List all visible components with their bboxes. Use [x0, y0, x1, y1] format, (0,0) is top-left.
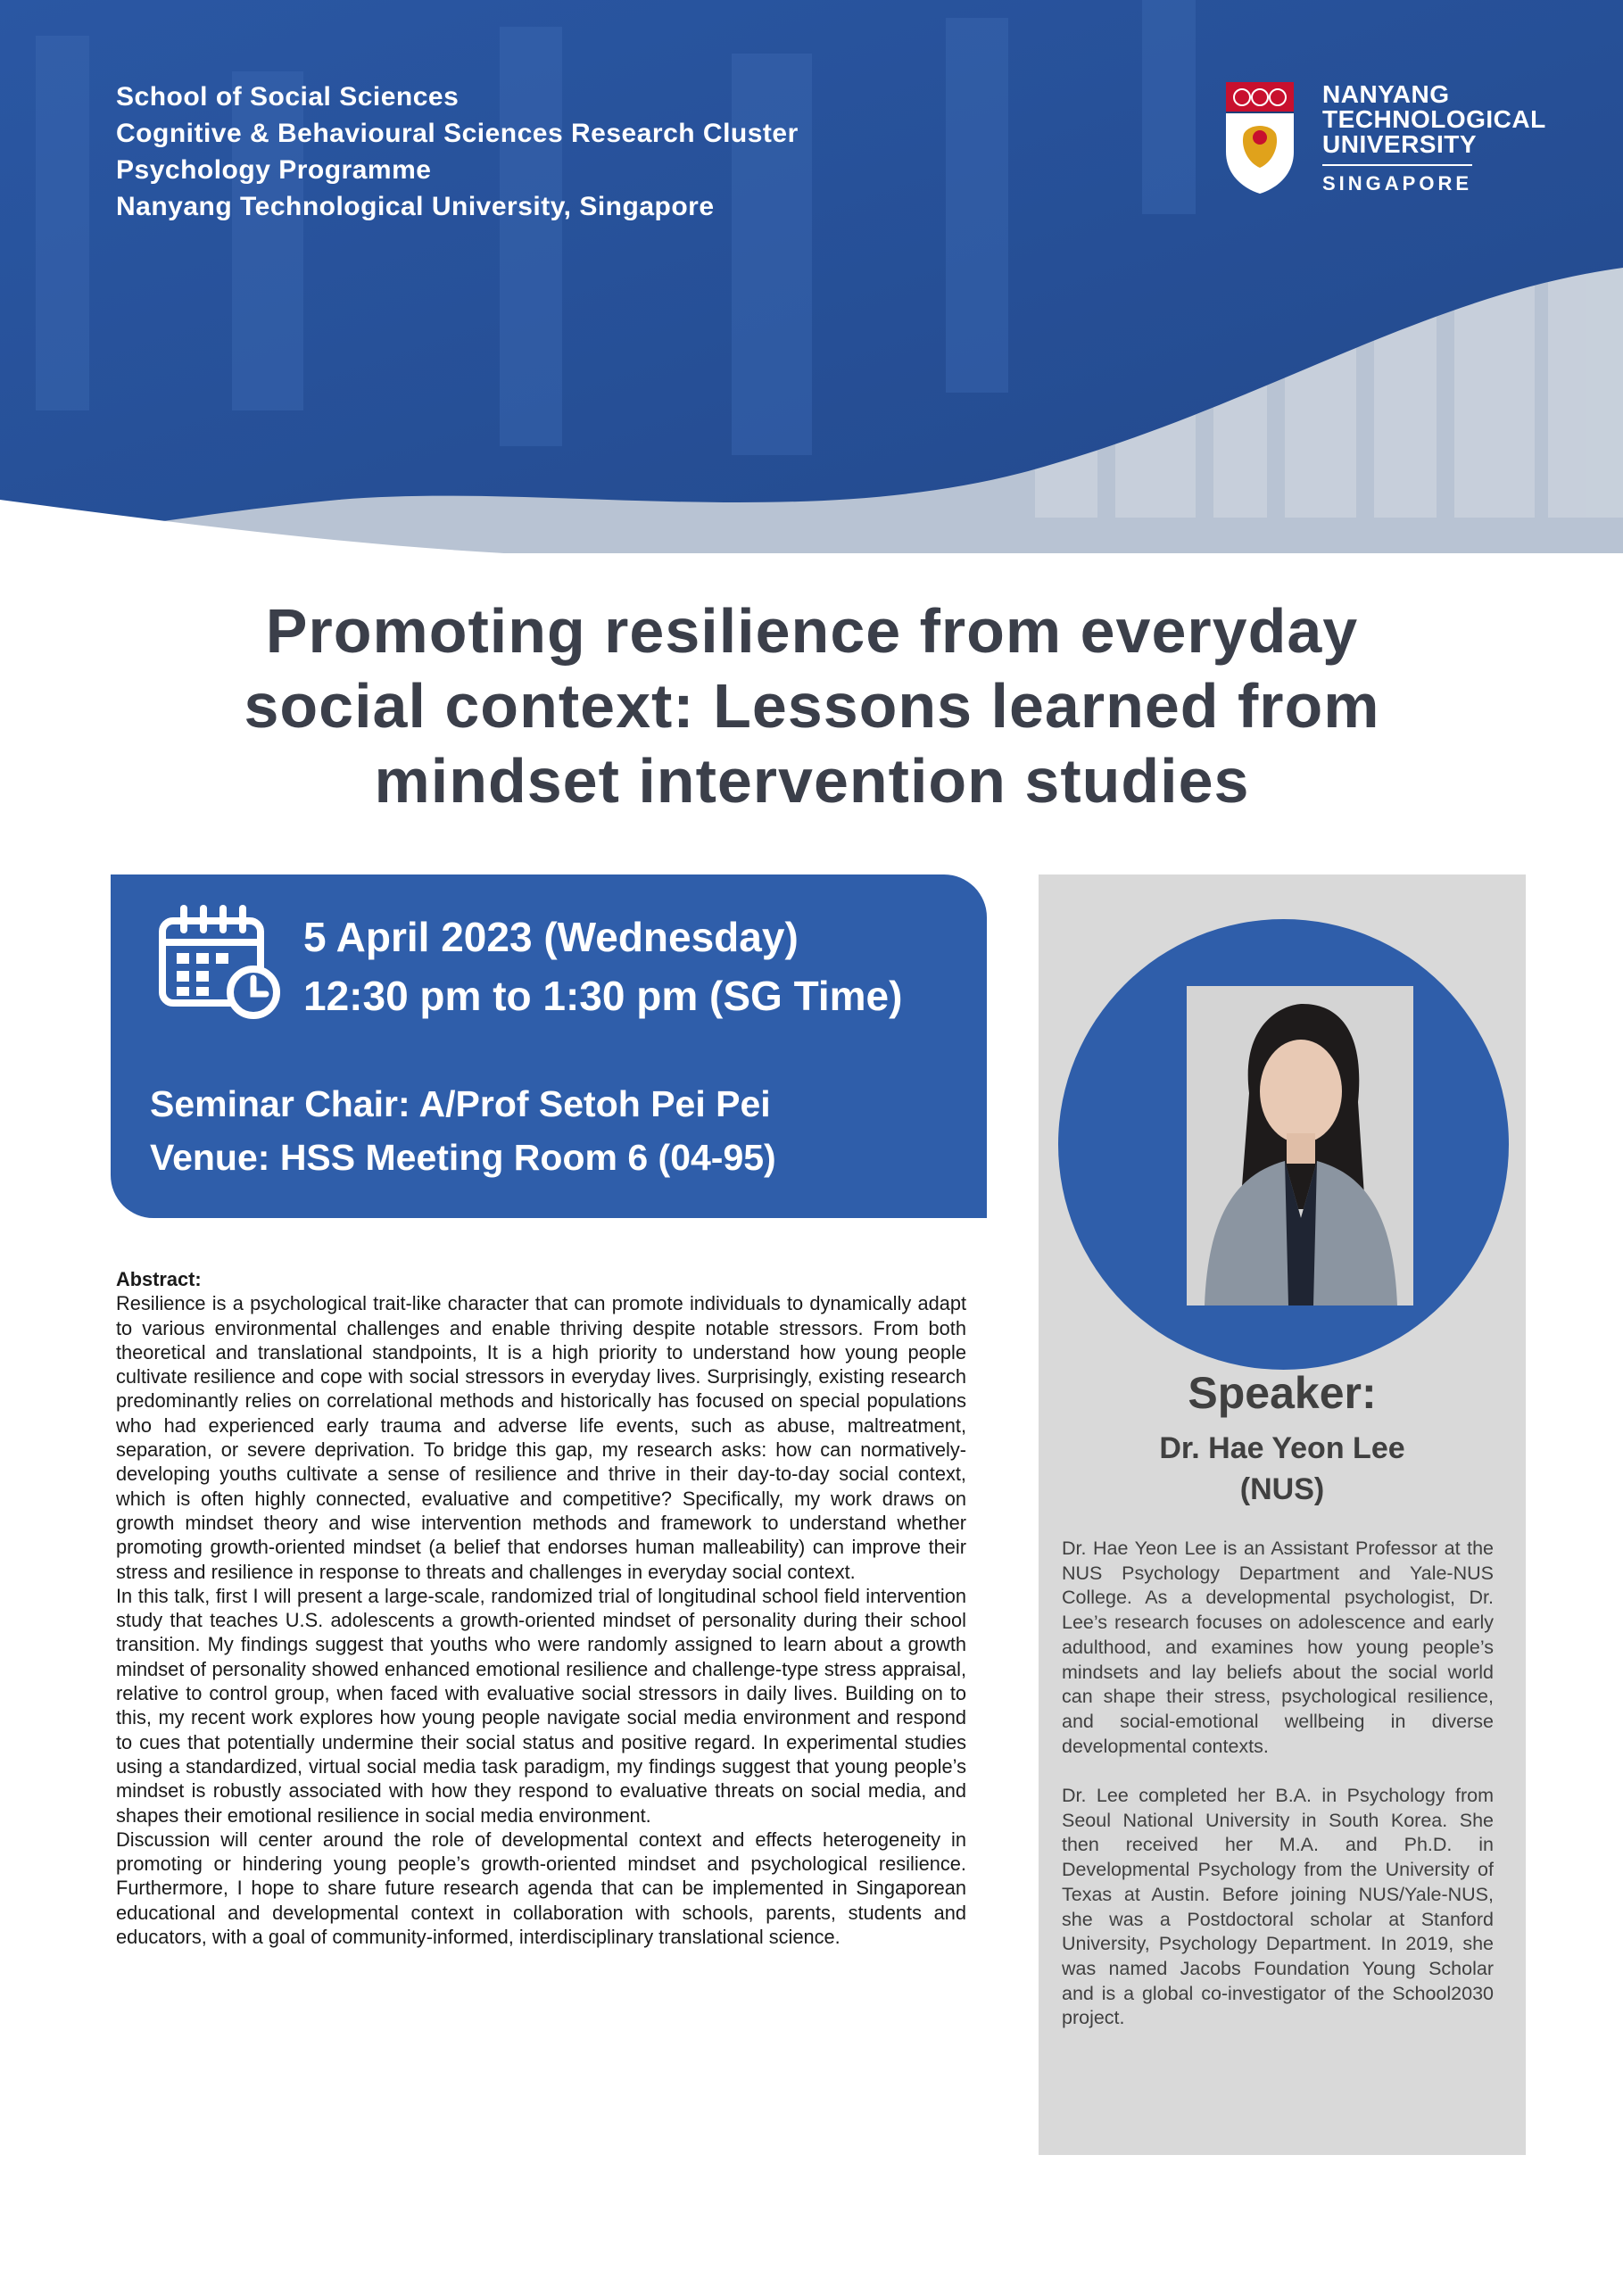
speaker-bio-paragraph-2: Dr. Lee completed her B.A. in Psychology from Seoul National University in South Korea. She then received her M.A. and Ph.D. in Developmental Psychology from the University of Texas at Austin. Before joining NUS/Yale-NUS, she was a Postdoctoral scholar at Stanford University, Psychology Department. In 2019, she was named Jacobs Foundation Young Scholar and is a global co-investigator of the School2030 project. — [1062, 1785, 1494, 2029]
title-line-3: mindset intervention studies — [374, 746, 1250, 816]
ntu-crest-icon — [1224, 80, 1296, 195]
title-line-2: social context: Lessons learned from — [244, 671, 1380, 741]
seminar-chair: Seminar Chair: A/Prof Setoh Pei Pei — [150, 1083, 771, 1124]
event-time: 12:30 pm to 1:30 pm (SG Time) — [303, 973, 903, 1019]
seminar-title — [71, 593, 1553, 818]
event-date: 5 April 2023 (Wednesday) — [303, 914, 799, 960]
abstract-section — [116, 1267, 966, 1949]
logo-line-technological: TECHNOLOGICAL — [1322, 105, 1546, 133]
logo-line-nanyang: NANYANG — [1322, 80, 1450, 108]
org-line-cluster: Cognitive & Behavioural Sciences Research Cluster — [116, 119, 799, 148]
speaker-photo — [1187, 986, 1413, 1305]
abstract-heading: Abstract: — [116, 1268, 202, 1290]
abstract-paragraph-2: In this talk, first I will present a large-scale, randomized trial of longitudinal school field intervention study that teaches U.S. adolescents a growth-oriented mindset of personality during their school transition. My findings suggest that youths who were randomly assigned to learn about a growth mindset of personality showed enhanced emotional resilience and challenge-type stress appraisal, relative to control group, when faced with evaluative social stressors in daily lives. Building on to this, my recent work explores how young people navigate social media environment and respond to cues that potentially undermine their social status and positive regard. In experimental studies using a standardized, virtual social media task paradigm, my findings suggest that young people’s mindset is robustly associated with how they respond to evaluative threats on social media, and shapes their emotional resilience in social media environment. — [116, 1584, 966, 1827]
event-info-box — [111, 874, 987, 1218]
ntu-wordmark — [1322, 82, 1546, 196]
header-banner — [0, 0, 1623, 553]
logo-line-singapore: SINGAPORE — [1322, 164, 1472, 196]
org-line-university: Nanyang Technological University, Singapore — [116, 192, 715, 221]
org-line-programme: Psychology Programme — [116, 155, 432, 185]
speaker-photo-circle — [1058, 919, 1509, 1370]
speaker-affiliation: (NUS) — [1239, 1472, 1325, 1506]
speaker-heading: Speaker: — [1188, 1368, 1377, 1418]
speaker-bio-paragraph-1: Dr. Hae Yeon Lee is an Assistant Professor at the NUS Psychology Department and Yale-NUS College. As a developmental psychologist, Dr. Lee’s research focuses on adolescence and early adulthood, and examines how young people’s mindsets and lay beliefs about the social world can shape their stress, psychological resilience, and social-emotional wellbeing in diverse developmental contexts. — [1062, 1538, 1494, 1757]
speaker-name: Dr. Hae Yeon Lee — [1159, 1431, 1405, 1465]
logo-line-university: UNIVERSITY — [1322, 130, 1478, 158]
seminar-venue: Venue: HSS Meeting Room 6 (04-95) — [150, 1137, 776, 1178]
calendar-clock-icon — [157, 903, 282, 1019]
speaker-name-block — [1039, 1428, 1526, 1510]
abstract-paragraph-1: Resilience is a psychological trait-like character that can promote individuals to dynamically adapt to various environmental challenges and enable thriving despite notable stressors. From both theoretical and translational standpoints, It is a high priority to understand how young people cultivate resilience and cope with social stressors in everyday lives. Surprisingly, existing research predominantly relies on correlational methods and historically has focused on special populations who had experienced early trauma and adverse life events, such as abuse, maltreatment, separation, or severe deprivation. To bridge this gap, my research asks: how can normatively-developing youths cultivate a sense of resilience and thrive in their day-to-day social context, which is often highly connected, evaluative and competitive? Specifically, my work draws on growth mindset theory and wise intervention methods and framework to understand whether promoting growth-oriented mindset (a belief that endorses human malleability) can improve their stress and resilience in response to threats and challenges in everyday social context. — [116, 1292, 966, 1583]
title-line-1: Promoting resilience from everyday — [265, 596, 1359, 666]
org-line-school: School of Social Sciences — [116, 82, 460, 112]
organizer-block — [116, 79, 799, 225]
speaker-panel — [1039, 874, 1526, 2155]
abstract-paragraph-3: Discussion will center around the role of developmental context and effects heterogeneity in promoting or hindering young people’s growth-oriented mindset and psychological resilience. Furthermore, I hope to share future research agenda that can be implemented in Singaporean educational and developmental context in collaboration with schools, parents, students and educators, with a goal of community-informed, interdisciplinary translational science. — [116, 1828, 966, 1949]
speaker-bio — [1062, 1537, 1494, 2056]
ntu-logo — [1224, 80, 1546, 196]
